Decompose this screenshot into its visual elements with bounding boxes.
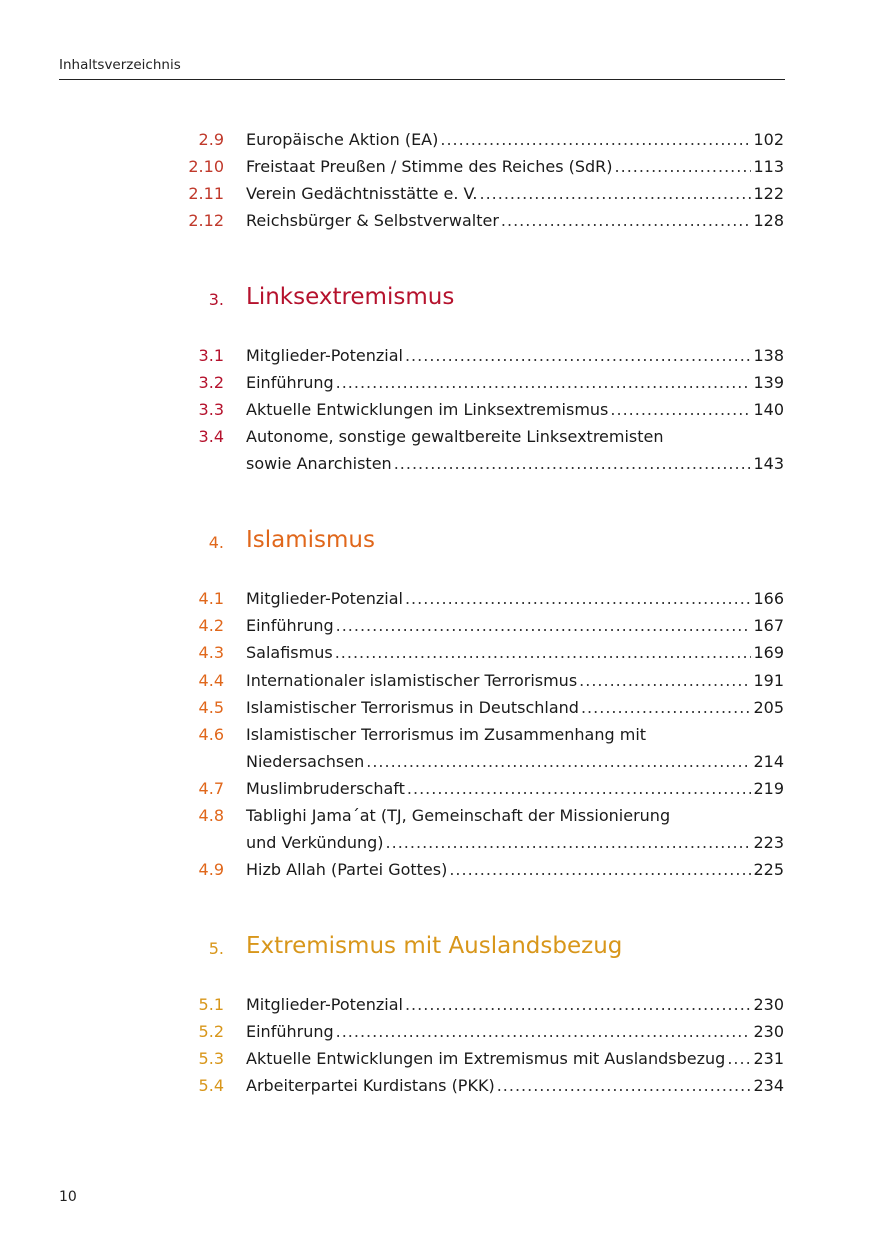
toc-entry-page: 230	[753, 1022, 784, 1041]
toc-entry-number: 2.11	[188, 184, 224, 203]
toc-entry-title: Arbeiterpartei Kurdistans (PKK)	[246, 1076, 495, 1095]
toc-entry-title-line1: Tablighi Jama´at (TJ, Gemeinschaft der Missionierung	[246, 806, 671, 825]
toc-entry-number: 4.1	[198, 589, 224, 608]
toc-entry-number: 4.3	[198, 643, 224, 662]
toc-entry-page: 231	[753, 1049, 784, 1068]
toc-entry-title-line1: Autonome, sonstige gewaltbereite Linksextremisten	[246, 427, 664, 446]
toc-entry-number: 4.6	[198, 725, 224, 744]
chapter-number: 4.	[208, 533, 224, 552]
dot-leader	[405, 991, 751, 1018]
running-head: Inhaltsverzeichnis	[59, 57, 181, 73]
toc-entry-number: 5.4	[198, 1076, 224, 1095]
header-rule	[59, 79, 785, 80]
toc-entry-title: Internationaler islamistischer Terrorismus	[246, 671, 578, 690]
dot-leader	[440, 126, 751, 153]
toc-entry-page: 230	[753, 995, 784, 1014]
toc-entry-title: Verein Gedächtnisstätte e. V.	[246, 184, 478, 203]
chapter-number: 5.	[208, 939, 224, 958]
dot-leader	[336, 612, 752, 639]
chapter-number: 3.	[208, 290, 224, 309]
toc-entry-title: Reichsbürger & Selbstverwalter	[246, 211, 499, 230]
toc-entry-page: 138	[753, 346, 784, 365]
toc-entry-title: Hizb Allah (Partei Gottes)	[246, 860, 448, 879]
toc-entry-title: Muslimbruderschaft	[246, 779, 405, 798]
dot-leader	[335, 639, 752, 666]
toc-entry-page: 225	[753, 860, 784, 879]
toc-entry-number: 2.9	[198, 130, 224, 149]
dot-leader	[449, 856, 751, 883]
toc-entry-number: 5.1	[198, 995, 224, 1014]
dot-leader	[386, 829, 752, 856]
toc-entry-page: 102	[753, 130, 784, 149]
toc-entry-title-line1: Islamistischer Terrorismus im Zusammenhang mit	[246, 725, 647, 744]
toc-entry-page: 169	[753, 643, 784, 662]
toc-entry-number: 2.10	[188, 157, 224, 176]
toc-entry-number: 3.3	[198, 400, 224, 419]
toc-entry-title: sowie Anarchisten	[246, 454, 392, 473]
toc-entry-title: Aktuelle Entwicklungen im Linksextremismus	[246, 400, 609, 419]
toc-entry-title: Aktuelle Entwicklungen im Extremismus mit Auslandsbezug	[246, 1049, 726, 1068]
dot-leader	[336, 1018, 752, 1045]
toc-entry-title: Einführung	[246, 373, 334, 392]
toc-entry-number: 3.1	[198, 346, 224, 365]
dot-leader	[727, 1045, 751, 1072]
toc-entry-title: und Verkündung)	[246, 833, 384, 852]
dot-leader	[615, 153, 752, 180]
dot-leader	[497, 1072, 752, 1099]
toc-entry-page: 143	[753, 454, 784, 473]
toc-entry-page: 167	[753, 616, 784, 635]
toc-entry-title: Salafismus	[246, 643, 333, 662]
toc-entry-number: 4.7	[198, 779, 224, 798]
toc-entry-title: Freistaat Preußen / Stimme des Reiches (SdR)	[246, 157, 613, 176]
toc-entry-number: 4.9	[198, 860, 224, 879]
chapter-title: Extremismus mit Auslandsbezug	[246, 933, 623, 959]
toc-entry-page: 128	[753, 211, 784, 230]
dot-leader	[480, 180, 752, 207]
toc-entry-page: 140	[753, 400, 784, 419]
dot-leader	[336, 369, 752, 396]
toc-entry-page: 234	[753, 1076, 784, 1095]
toc-entry-title: Einführung	[246, 616, 334, 635]
toc-entry-number: 3.2	[198, 373, 224, 392]
dot-leader	[394, 450, 752, 477]
dot-leader	[579, 667, 751, 694]
dot-leader	[407, 775, 752, 802]
dot-leader	[405, 585, 751, 612]
toc-entry-page: 223	[753, 833, 784, 852]
toc-entry-number: 4.2	[198, 616, 224, 635]
toc-entry-title: Mitglieder-Potenzial	[246, 346, 403, 365]
toc-entry-page: 166	[753, 589, 784, 608]
toc-entry-title: Europäische Aktion (EA)	[246, 130, 439, 149]
toc-entry-number: 2.12	[188, 211, 224, 230]
toc-entry-page: 139	[753, 373, 784, 392]
toc-entry-number: 5.2	[198, 1022, 224, 1041]
page-number: 10	[59, 1189, 77, 1205]
chapter-title: Linksextremismus	[246, 284, 455, 310]
toc-entry-title: Einführung	[246, 1022, 334, 1041]
dot-leader	[501, 207, 752, 234]
toc-entry-number: 3.4	[198, 427, 224, 446]
toc-entry-number: 5.3	[198, 1049, 224, 1068]
toc-entry-page: 214	[753, 752, 784, 771]
dot-leader	[581, 694, 751, 721]
toc-entry-page: 219	[753, 779, 784, 798]
dot-leader	[405, 342, 751, 369]
toc-entry-page: 191	[753, 671, 784, 690]
toc-entry-page: 122	[753, 184, 784, 203]
toc-entry-number: 4.4	[198, 671, 224, 690]
toc-entry-title: Mitglieder-Potenzial	[246, 995, 403, 1014]
toc-entry-title: Niedersachsen	[246, 752, 365, 771]
toc-entry-page: 113	[753, 157, 784, 176]
toc-entry-page: 205	[753, 698, 784, 717]
toc-entry-number: 4.5	[198, 698, 224, 717]
dot-leader	[610, 396, 751, 423]
toc-entry-title: Islamistischer Terrorismus in Deutschland	[246, 698, 579, 717]
toc-entry-title: Mitglieder-Potenzial	[246, 589, 403, 608]
toc-entry-number: 4.8	[198, 806, 224, 825]
dot-leader	[366, 748, 751, 775]
chapter-title: Islamismus	[246, 527, 375, 553]
